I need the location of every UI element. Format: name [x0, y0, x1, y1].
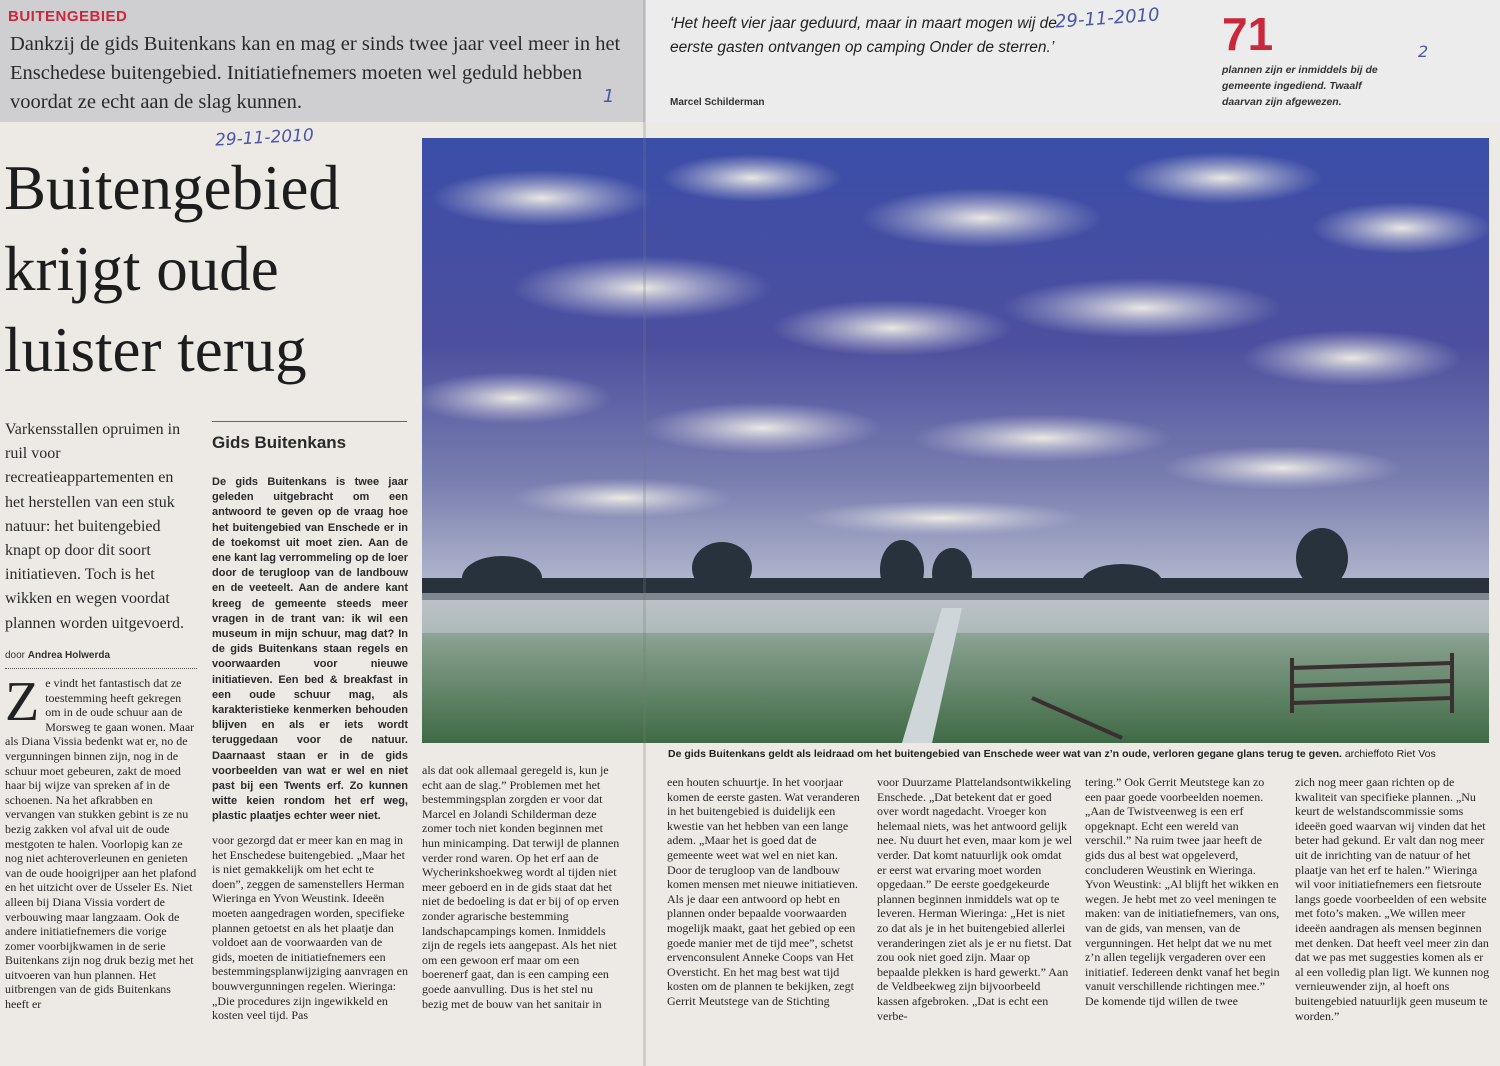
byline-prefix: door: [5, 650, 26, 661]
body-column-6: tering.” Ook Gerrit Meutstege kan zo een paar goede voorbeelden noemen. „Aan de Twistveenweg is een erf opgeknapt. Echt een wereld van verschil.” Na ruim twee jaar heeft de gids dus al best wat opgeleverd, concluderen Weustink en Wieringa. Yvon Weustink: „Al blijft het wikken en wegen. Je hebt met zo veel meningen te maken: van de initiatiefnemers, van ons, van de gids, van mensen, van de vergunningen. Het helpt dat we nu met z’n allen tegelijk vergaderen over een initiatief. Iedereen denkt vanaf het begin vanuit verschillende richtingen mee.” De komende tijd willen de twee: [1085, 775, 1280, 1008]
box-divider: [212, 421, 407, 422]
caption-text: De gids Buitenkans geldt als leidraad om het buitengebied van Enschede weer wat van z’n oude, verloren gegane glans terug te geven.: [668, 748, 1342, 760]
page-fold: [643, 0, 646, 1066]
photo-credit: archieffoto Riet Vos: [1344, 748, 1436, 760]
section-tag: BUITENGEBIED: [8, 8, 128, 25]
body-column-7: zich nog meer gaan richten op de kwaliteit van specifieke plannen. „Nu keurt de welstandscommissie soms ideeën goed waarvan wij vinden dat het beter had gekund. Er valt dan nog meer uit de inrichting van de natuur of het plaatje van het erf te halen.” Wieringa wil voor initiatiefnemers een fietsroute langs goede voorbeelden of een website met foto’s maken. „We willen meer ideeën aandragen als mensen beginnen met denken. Dat heeft veel meer zin dan dat we pas met suggesties komen als er al een volledig plan ligt. We kunnen nog vernieuwender zijn, al hoeft ons buitengebied natuurlijk geen museum te worden.”: [1295, 775, 1490, 1023]
handwritten-mark-2: 2: [1418, 42, 1429, 61]
handwritten-mark-1: 1: [603, 86, 615, 107]
landscape-photo: [422, 138, 1489, 743]
body-column-5: voor Duurzame Plattelandsontwikkeling Enschede. „Dat betekent dat er goed over wordt nagedacht. Vroeger kon helemaal niets, was het antwoord gelijk nee. Nu duurt het even, maar kom je wel verder. Dat komt natuurlijk ook omdat er eerst wat ervaring moet worden opgedaan.” De eerste goedgekeurde plannen beginnen inmiddels wat op te leveren. Herman Wieringa: „Het is niet zo dat als je in het buitengebied allerlei veranderingen ziet als je er nu fietst. Dat zou ook niet goed zijn. Maar op bepaalde plekken is hard gewerkt.” Aan de Veldbeekweg zijn bijvoorbeeld kassen afgebroken. „Dat is echt een verbe-: [877, 775, 1073, 1023]
photo-caption: [668, 748, 1493, 760]
handwritten-date-top: 29-11-2010: [1054, 4, 1161, 33]
byline-author: Andrea Holwerda: [27, 650, 111, 661]
dropcap: Z: [5, 671, 40, 733]
box-title: Gids Buitenkans: [212, 433, 347, 452]
headline: Buitengebied krijgt oude luister terug: [4, 153, 340, 385]
intro-text: Dankzij de gids Buitenkans kan en mag er sinds twee jaar veel meer in het Enschedese buitengebied. Initiatiefnemers moeten wel geduld hebben voordat ze echt aan de slag kunnen.: [10, 33, 621, 113]
handwritten-date-headline: 29-11-2010: [214, 125, 315, 151]
landscape-photo-image: [422, 138, 1489, 743]
byline-divider: [5, 668, 197, 669]
body-column-2: voor gezorgd dat er meer kan en mag in het Enschedese buitengebied. „Maar het is niet gemakkelijk om het echt te doen”, zeggen de samenstellers Herman Wieringa en Yvon Weustink. Ideeën moeten aangedragen worden, specifieke plannen getoetst en als het plaatje dan voldoet aan de voorwaarden van de gids, moeten de initiatiefnemers een bestemmingsplanwijziging aanvragen en bouwvergunningen regelen. Wieringa: „Die procedures zijn ingewikkeld en kosten veel tijd. Pas: [212, 833, 408, 1023]
quote-author: Marcel Schilderman: [670, 97, 765, 108]
box-text: De gids Buitenkans is twee jaar geleden uitgebracht om een antwoord te geven op de vraag hoe het buitengebied van Enschede er in de toekomst uit moet zien. Aan de ene kant lag verrommeling op de loer door de terugloop van de landbouw en de veeteelt. Aan de andere kant kreeg de gemeente steeds meer vragen in de trant van: ik wil een museum in mijn schuur, mag dat? In de gids Buitenkans staan regels en voorwaarden voor nieuwe initiatieven. Een bed & breakfast in een oude schuur mag, als karakteristieke kenmerken behouden blijven en als er iets wordt teruggedaan voor de natuur. Daarnaast staan er in de gids voorbeelden van wat er wel en niet past bij een Twents erf. Zo kunnen witte keien rondom het erf weg, plastic plaatjes echter weer niet.: [212, 476, 408, 823]
byline: [5, 650, 110, 661]
stat-number: 71: [1222, 8, 1274, 60]
body-column-1-text: e vindt het fantastisch dat ze toestemming heeft gekregen om in de oude schuur aan de Morsweg te gaan wonen. Maar als Diana Vissia bedenkt wat er, no de vergunningen binnen zijn, nog in de schuur moet gebeuren, zakt de moed haar bij wijze van spreken af in de schoenen. Na het afkrabben en vervangen van stukken gebint is ze nu bezig zakken vol afval uit de oude mestgoten te halen. Voorlopig kan ze nog niet achteroverleunen en genieten van de oude hooigrijper aan het plafond en het uitzicht over de Usseler Es. Niet alleen bij Diana Vissia vordert de verbouwing maar langzaam. Ook de andere initiatiefnemers die vorige zomer voorbijkwamen in de serie Buitenkans zijn nog druk bezig met het uitvoeren van hun plannen. Het uitbrengen van de gids Buitenkans heeft er: [5, 676, 197, 1012]
pull-quote: ‘Het heeft vier jaar geduurd, maar in maart mogen wij de eerste gasten ontvangen op camping Onder de sterren.’: [670, 15, 1057, 56]
body-column-1: [5, 671, 197, 1012]
stat-text: plannen zijn er inmiddels bij de gemeente ingediend. Twaalf daarvan zijn afgewezen.: [1222, 64, 1378, 108]
body-column-4: een houten schuurtje. In het voorjaar komen de eerste gasten. Wat veranderen in het buitengebied is duidelijk een kwestie van het hebben van een lange adem. „Maar het is goed dat de gemeente weet wat wel en niet kan. Door de terugloop van de landbouw komen mensen met nieuwe initiatieven. Als je daar een antwoord op hebt en plannen onder bepaalde voorwaarden mogelijk maakt, gaat het gebied op een goede manier met de tijd mee”, schetst ervenconsulent Anneke Coops van Het Oversticht. En het mag best wat tijd kosten om de plannen te bekijken, zegt Gerrit Meutstege van de Stichting: [667, 775, 860, 1008]
lede: Varkensstallen opruimen in ruil voor recreatieappartementen en het herstellen van een stuk natuur: het buitengebied knapt op door dit soort initiatieven. Toch is het wikken en wegen voordat plannen worden uitgevoerd.: [5, 421, 185, 632]
body-column-3: als dat ook allemaal geregeld is, kun je echt aan de slag.” Problemen met het bestemmingsplan zorgden er voor dat Marcel en Jolandi Schilderman deze zomer toch niet konden beginnen met hun minicamping. Dat terwijl de plannen verder rond waren. Op het erf aan de Wycherinkshoekweg wordt al tijden niet meer geboerd en in de gids staat dat het niet de bedoeling is dat er bij of op erven zonder agrarische bestemming landschapcampings komen. Inmiddels zijn de regels iets aangepast. Als het niet om een gewoon erf maar om een boerenerf gaat, dan is een camping een goede aanvulling. Dus is het stel nu bezig met de bouw van het sanitair in: [422, 763, 620, 1011]
